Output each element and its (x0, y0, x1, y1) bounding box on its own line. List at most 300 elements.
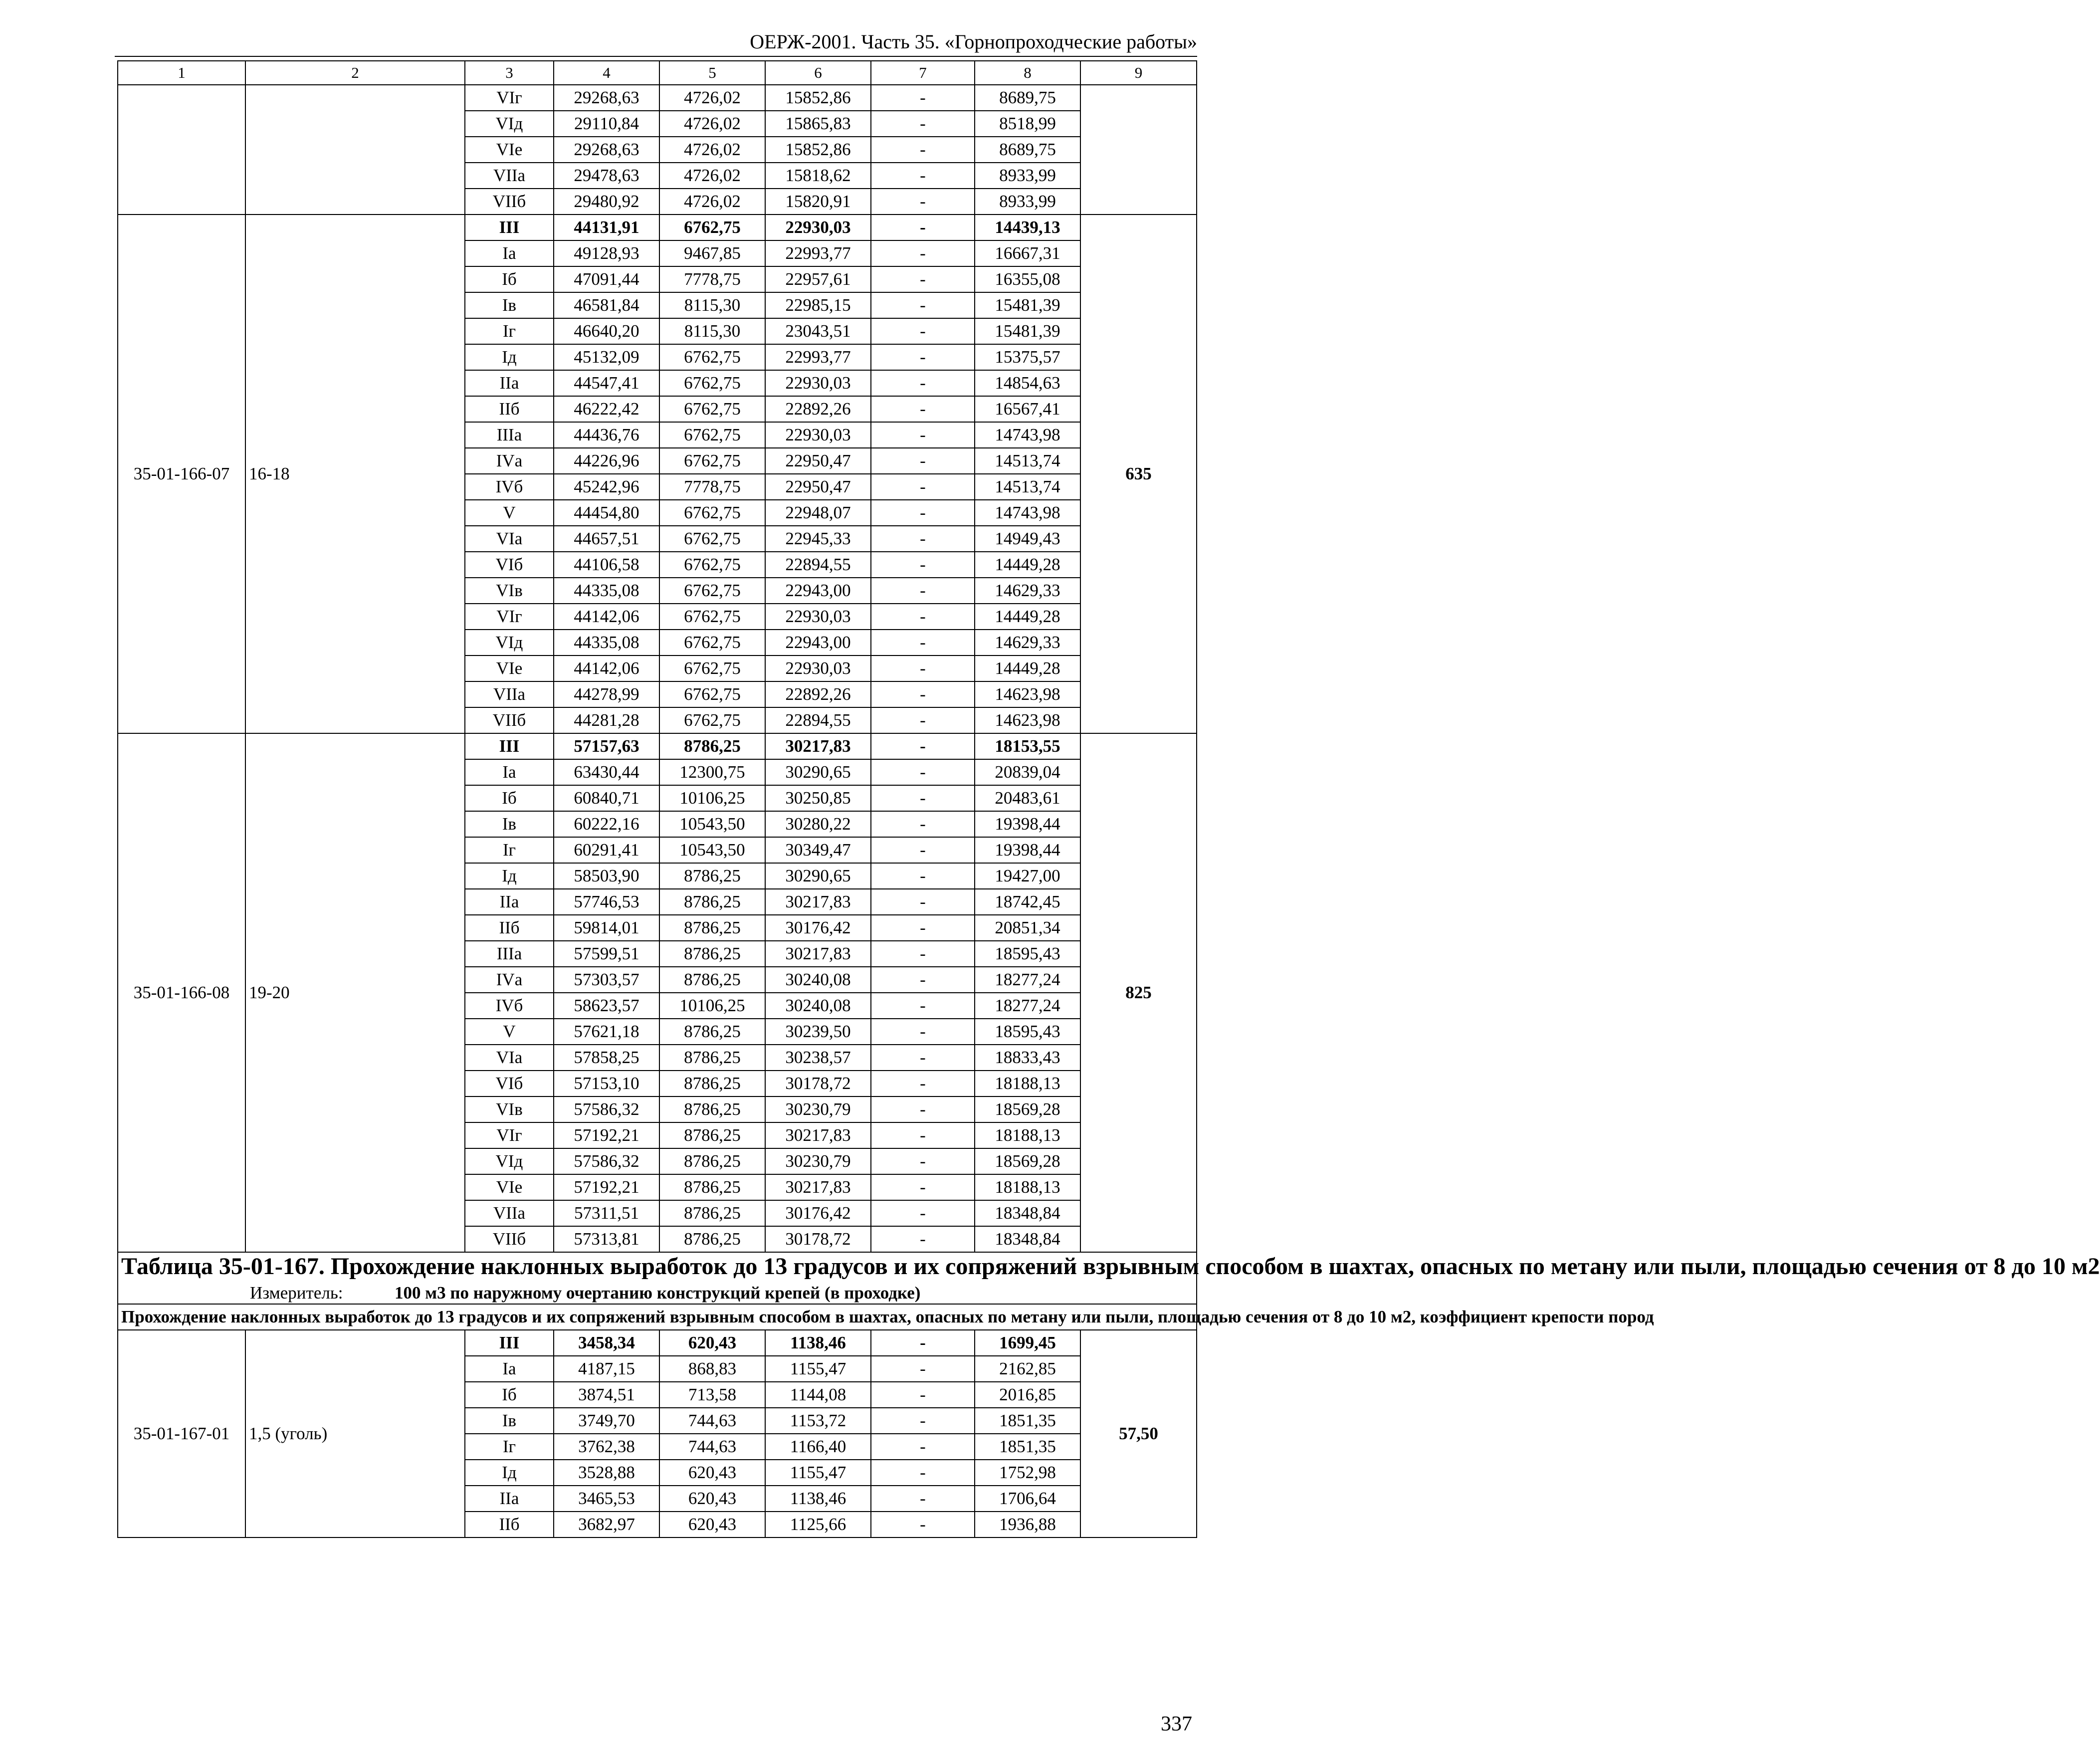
cell-c8: 14623,98 (975, 707, 1080, 733)
table-subtitle: Прохождение наклонных выработок до 13 градусов и их сопряжений взрывным способом в шахтах, опасных по метану или пыли, площадью сечения от 8 до 10 м2, коэффициент крепости пород (118, 1304, 1197, 1330)
rate-code: 35-01-166-08 (118, 733, 245, 1252)
cell-c7: - (871, 85, 975, 111)
cell-c3: III (465, 215, 554, 240)
cell-c6: 22957,61 (765, 266, 871, 292)
cell-c7: - (871, 266, 975, 292)
cell-c6: 30280,22 (765, 811, 871, 837)
cell-c3: IVа (465, 448, 554, 474)
cell-c4: 44226,96 (554, 448, 659, 474)
cell-c8: 14743,98 (975, 422, 1080, 448)
cell-c8: 14449,28 (975, 656, 1080, 681)
cell-c5: 8786,25 (659, 1019, 765, 1045)
cell-c3: VIIа (465, 163, 554, 189)
cell-c8: 19398,44 (975, 837, 1080, 863)
cell-c5: 6762,75 (659, 604, 765, 630)
cell-c8: 18742,45 (975, 889, 1080, 915)
cell-c3: IIб (465, 396, 554, 422)
cell-c4: 57192,21 (554, 1174, 659, 1200)
cell-c6: 30238,57 (765, 1045, 871, 1071)
cell-c7: - (871, 111, 975, 137)
cell-c6: 22894,55 (765, 707, 871, 733)
cell-c3: Iд (465, 344, 554, 370)
cell-c4: 46640,20 (554, 318, 659, 344)
cell-c8: 15375,57 (975, 344, 1080, 370)
cell-c6: 30176,42 (765, 915, 871, 941)
cell-c3: IIб (465, 1512, 554, 1537)
cell-c8: 14949,43 (975, 526, 1080, 552)
cell-c8: 1752,98 (975, 1460, 1080, 1486)
cell-c6: 15818,62 (765, 163, 871, 189)
cell-c7: - (871, 422, 975, 448)
cell-c7: - (871, 889, 975, 915)
measure-line (121, 1283, 1193, 1304)
cell-c7: - (871, 785, 975, 811)
cell-c3: VIб (465, 552, 554, 578)
cell-c6: 22930,03 (765, 604, 871, 630)
cell-c7: - (871, 526, 975, 552)
cell-c8: 18595,43 (975, 1019, 1080, 1045)
cell-c8: 14449,28 (975, 552, 1080, 578)
col-num-4: 4 (554, 61, 659, 85)
cell-c5: 8786,25 (659, 1045, 765, 1071)
table-167-heading (118, 1252, 2100, 1330)
cell-c4: 44278,99 (554, 681, 659, 707)
cell-c8: 14513,74 (975, 474, 1080, 500)
cell-c5: 6762,75 (659, 396, 765, 422)
cell-c8: 18277,24 (975, 967, 1080, 993)
measure-label: Измеритель: (250, 1283, 343, 1303)
cell-c7: - (871, 1045, 975, 1071)
cell-c3: Iв (465, 811, 554, 837)
cell-c6: 30239,50 (765, 1019, 871, 1045)
cell-c3: VIIа (465, 681, 554, 707)
col-num-1: 1 (118, 61, 245, 85)
cell-c7: - (871, 1071, 975, 1096)
rate-parameter: 19-20 (245, 733, 465, 1252)
col-num-6: 6 (765, 61, 871, 85)
cell-c7: - (871, 1512, 975, 1537)
cell-c7: - (871, 344, 975, 370)
cell-c7: - (871, 604, 975, 630)
rates-table (117, 60, 2100, 1538)
cell-c4: 44281,28 (554, 707, 659, 733)
cell-c3: Iа (465, 240, 554, 266)
cell-c8: 18153,55 (975, 733, 1080, 759)
measure-value: 100 м3 по наружному очертанию конструкций крепей (в проходке) (395, 1283, 921, 1303)
cell-c8: 20839,04 (975, 759, 1080, 785)
cell-c3: VIг (465, 85, 554, 111)
cell-c6: 15852,86 (765, 137, 871, 163)
cell-c6: 22993,77 (765, 240, 871, 266)
cell-c7: - (871, 656, 975, 681)
cell-c4: 57157,63 (554, 733, 659, 759)
rate-code: 35-01-166-07 (118, 215, 245, 733)
table-body-166 (118, 61, 1197, 1252)
cell-c8: 1851,35 (975, 1408, 1080, 1434)
labor-norm (1080, 85, 1197, 215)
cell-c5: 6762,75 (659, 344, 765, 370)
col-num-8: 8 (975, 61, 1080, 85)
cell-c7: - (871, 474, 975, 500)
cell-c8: 1706,64 (975, 1486, 1080, 1512)
cell-c5: 868,83 (659, 1356, 765, 1382)
cell-c3: VIIб (465, 189, 554, 215)
cell-c6: 15820,91 (765, 189, 871, 215)
cell-c6: 22948,07 (765, 500, 871, 526)
cell-c7: - (871, 837, 975, 863)
cell-c5: 8115,30 (659, 318, 765, 344)
cell-c7: - (871, 1226, 975, 1252)
rate-parameter: 1,5 (уголь) (245, 1330, 465, 1537)
cell-c5: 8786,25 (659, 889, 765, 915)
cell-c3: Iг (465, 318, 554, 344)
cell-c7: - (871, 292, 975, 318)
cell-c4: 45242,96 (554, 474, 659, 500)
cell-c4: 29478,63 (554, 163, 659, 189)
cell-c7: - (871, 681, 975, 707)
cell-c4: 63430,44 (554, 759, 659, 785)
cell-c8: 14629,33 (975, 578, 1080, 604)
cell-c5: 8786,25 (659, 915, 765, 941)
cell-c7: - (871, 448, 975, 474)
cell-c6: 22894,55 (765, 552, 871, 578)
cell-c8: 1851,35 (975, 1434, 1080, 1460)
cell-c7: - (871, 500, 975, 526)
cell-c8: 14623,98 (975, 681, 1080, 707)
running-header: ОЕРЖ-2001. Часть 35. «Горнопроходческие работы» (750, 30, 1197, 53)
cell-c8: 8933,99 (975, 189, 1080, 215)
cell-c3: Iб (465, 785, 554, 811)
cell-c4: 57303,57 (554, 967, 659, 993)
cell-c3: Iд (465, 863, 554, 889)
cell-c5: 4726,02 (659, 85, 765, 111)
cell-c6: 22943,00 (765, 578, 871, 604)
cell-c6: 15865,83 (765, 111, 871, 137)
col-num-2: 2 (245, 61, 465, 85)
rate-code (118, 85, 245, 215)
cell-c4: 44454,80 (554, 500, 659, 526)
cell-c4: 46581,84 (554, 292, 659, 318)
cell-c6: 22950,47 (765, 474, 871, 500)
cell-c5: 12300,75 (659, 759, 765, 785)
cell-c4: 3528,88 (554, 1460, 659, 1486)
cell-c5: 620,43 (659, 1460, 765, 1486)
cell-c7: - (871, 863, 975, 889)
cell-c7: - (871, 1148, 975, 1174)
cell-c3: VIIб (465, 707, 554, 733)
cell-c7: - (871, 215, 975, 240)
cell-c4: 44547,41 (554, 370, 659, 396)
cell-c8: 8689,75 (975, 85, 1080, 111)
cell-c8: 16567,41 (975, 396, 1080, 422)
cell-c5: 6762,75 (659, 370, 765, 396)
cell-c4: 3465,53 (554, 1486, 659, 1512)
cell-c5: 10106,25 (659, 785, 765, 811)
cell-c3: VIа (465, 526, 554, 552)
cell-c4: 44436,76 (554, 422, 659, 448)
cell-c6: 22950,47 (765, 448, 871, 474)
cell-c6: 30240,08 (765, 993, 871, 1019)
cell-c3: VIд (465, 1148, 554, 1174)
cell-c7: - (871, 370, 975, 396)
cell-c6: 1138,46 (765, 1330, 871, 1356)
rate-code: 35-01-167-01 (118, 1330, 245, 1537)
cell-c6: 1155,47 (765, 1460, 871, 1486)
cell-c8: 14743,98 (975, 500, 1080, 526)
cell-c6: 1125,66 (765, 1512, 871, 1537)
cell-c3: VIе (465, 656, 554, 681)
cell-c5: 6762,75 (659, 681, 765, 707)
cell-c5: 6762,75 (659, 552, 765, 578)
cell-c5: 6762,75 (659, 707, 765, 733)
rate-parameter: 16-18 (245, 215, 465, 733)
cell-c7: - (871, 707, 975, 733)
cell-c4: 29110,84 (554, 111, 659, 137)
cell-c8: 18833,43 (975, 1045, 1080, 1071)
cell-c7: - (871, 1382, 975, 1408)
cell-c5: 713,58 (659, 1382, 765, 1408)
cell-c6: 22892,26 (765, 681, 871, 707)
cell-c5: 4726,02 (659, 111, 765, 137)
cell-c7: - (871, 1200, 975, 1226)
cell-c5: 8786,25 (659, 967, 765, 993)
cell-c7: - (871, 1356, 975, 1382)
cell-c6: 22930,03 (765, 215, 871, 240)
cell-c3: VIа (465, 1045, 554, 1071)
cell-c6: 22945,33 (765, 526, 871, 552)
col-num-7: 7 (871, 61, 975, 85)
header-rule (115, 56, 1197, 57)
cell-c6: 30178,72 (765, 1071, 871, 1096)
cell-c4: 60840,71 (554, 785, 659, 811)
cell-c5: 4726,02 (659, 163, 765, 189)
cell-c7: - (871, 941, 975, 967)
cell-c3: VIв (465, 578, 554, 604)
table-row (118, 85, 1197, 111)
cell-c4: 44142,06 (554, 604, 659, 630)
cell-c5: 6762,75 (659, 422, 765, 448)
cell-c8: 14629,33 (975, 630, 1080, 656)
cell-c5: 744,63 (659, 1408, 765, 1434)
cell-c5: 8786,25 (659, 1200, 765, 1226)
cell-c3: Iв (465, 292, 554, 318)
cell-c3: VIд (465, 630, 554, 656)
cell-c7: - (871, 137, 975, 163)
cell-c7: - (871, 552, 975, 578)
cell-c4: 44142,06 (554, 656, 659, 681)
cell-c3: IVа (465, 967, 554, 993)
cell-c4: 29268,63 (554, 137, 659, 163)
cell-c4: 3762,38 (554, 1434, 659, 1460)
cell-c6: 30290,65 (765, 759, 871, 785)
cell-c4: 46222,42 (554, 396, 659, 422)
cell-c8: 18595,43 (975, 941, 1080, 967)
cell-c5: 7778,75 (659, 474, 765, 500)
cell-c3: Iб (465, 1382, 554, 1408)
cell-c5: 10106,25 (659, 993, 765, 1019)
cell-c5: 8786,25 (659, 1174, 765, 1200)
cell-c4: 3749,70 (554, 1408, 659, 1434)
col-num-9: 9 (1080, 61, 1197, 85)
cell-c6: 1144,08 (765, 1382, 871, 1408)
table-row (118, 1330, 1197, 1356)
table-subtitle-row (118, 1304, 1197, 1330)
cell-c8: 15481,39 (975, 318, 1080, 344)
cell-c5: 8786,25 (659, 1226, 765, 1252)
cell-c7: - (871, 630, 975, 656)
cell-c4: 3874,51 (554, 1382, 659, 1408)
cell-c8: 18569,28 (975, 1148, 1080, 1174)
cell-c5: 8786,25 (659, 1148, 765, 1174)
cell-c5: 6762,75 (659, 526, 765, 552)
table-title-row (118, 1252, 1197, 1304)
cell-c4: 44657,51 (554, 526, 659, 552)
cell-c7: - (871, 578, 975, 604)
cell-c6: 1155,47 (765, 1356, 871, 1382)
cell-c4: 57153,10 (554, 1071, 659, 1096)
labor-norm: 635 (1080, 215, 1197, 733)
cell-c3: IIа (465, 889, 554, 915)
cell-c6: 30230,79 (765, 1096, 871, 1122)
cell-c3: Iд (465, 1460, 554, 1486)
cell-c8: 8933,99 (975, 163, 1080, 189)
rate-parameter (245, 85, 465, 215)
cell-c5: 620,43 (659, 1512, 765, 1537)
cell-c8: 18569,28 (975, 1096, 1080, 1122)
cell-c5: 8786,25 (659, 1122, 765, 1148)
cell-c3: VIд (465, 111, 554, 137)
cell-c3: V (465, 1019, 554, 1045)
cell-c8: 2016,85 (975, 1382, 1080, 1408)
cell-c5: 6762,75 (659, 630, 765, 656)
cell-c8: 19427,00 (975, 863, 1080, 889)
cell-c8: 1936,88 (975, 1512, 1080, 1537)
cell-c6: 30230,79 (765, 1148, 871, 1174)
page-number: 337 (1161, 1713, 1192, 1736)
cell-c3: IIа (465, 370, 554, 396)
cell-c5: 620,43 (659, 1330, 765, 1356)
cell-c5: 4726,02 (659, 189, 765, 215)
cell-c5: 744,63 (659, 1434, 765, 1460)
cell-c3: IIа (465, 1486, 554, 1512)
cell-c7: - (871, 163, 975, 189)
column-number-row (118, 61, 1197, 85)
cell-c6: 30250,85 (765, 785, 871, 811)
cell-c5: 6762,75 (659, 215, 765, 240)
cell-c6: 22993,77 (765, 344, 871, 370)
col-num-5: 5 (659, 61, 765, 85)
cell-c4: 44106,58 (554, 552, 659, 578)
cell-c6: 30217,83 (765, 1122, 871, 1148)
cell-c6: 22985,15 (765, 292, 871, 318)
cell-c3: IVб (465, 474, 554, 500)
cell-c5: 8115,30 (659, 292, 765, 318)
cell-c3: VIIб (465, 1226, 554, 1252)
cell-c3: Iа (465, 759, 554, 785)
cell-c4: 57621,18 (554, 1019, 659, 1045)
cell-c7: - (871, 1096, 975, 1122)
cell-c3: Iг (465, 1434, 554, 1460)
cell-c4: 29268,63 (554, 85, 659, 111)
cell-c8: 18348,84 (975, 1200, 1080, 1226)
cell-c3: VIг (465, 1122, 554, 1148)
cell-c4: 57192,21 (554, 1122, 659, 1148)
cell-c7: - (871, 1174, 975, 1200)
cell-c3: III (465, 733, 554, 759)
cell-c4: 49128,93 (554, 240, 659, 266)
cell-c7: - (871, 240, 975, 266)
cell-c3: VIг (465, 604, 554, 630)
cell-c5: 10543,50 (659, 811, 765, 837)
cell-c4: 4187,15 (554, 1356, 659, 1382)
cell-c4: 44335,08 (554, 578, 659, 604)
cell-c6: 30176,42 (765, 1200, 871, 1226)
cell-c4: 58623,57 (554, 993, 659, 1019)
cell-c4: 44335,08 (554, 630, 659, 656)
cell-c6: 30290,65 (765, 863, 871, 889)
cell-c7: - (871, 1434, 975, 1460)
cell-c6: 30217,83 (765, 889, 871, 915)
cell-c7: - (871, 318, 975, 344)
cell-c4: 45132,09 (554, 344, 659, 370)
cell-c3: Iб (465, 266, 554, 292)
cell-c8: 18348,84 (975, 1226, 1080, 1252)
cell-c3: III (465, 1330, 554, 1356)
cell-c6: 30349,47 (765, 837, 871, 863)
cell-c8: 20483,61 (975, 785, 1080, 811)
cell-c6: 22930,03 (765, 422, 871, 448)
cell-c6: 1153,72 (765, 1408, 871, 1434)
cell-c6: 22892,26 (765, 396, 871, 422)
cell-c7: - (871, 1460, 975, 1486)
cell-c7: - (871, 811, 975, 837)
cell-c4: 57586,32 (554, 1096, 659, 1122)
cell-c7: - (871, 1330, 975, 1356)
table-row (118, 215, 1197, 240)
cell-c8: 8518,99 (975, 111, 1080, 137)
cell-c3: IVб (465, 993, 554, 1019)
cell-c4: 60222,16 (554, 811, 659, 837)
cell-c5: 8786,25 (659, 863, 765, 889)
cell-c6: 15852,86 (765, 85, 871, 111)
cell-c5: 9467,85 (659, 240, 765, 266)
cell-c6: 30240,08 (765, 967, 871, 993)
cell-c8: 2162,85 (975, 1356, 1080, 1382)
cell-c6: 22930,03 (765, 656, 871, 681)
cell-c5: 6762,75 (659, 448, 765, 474)
cell-c4: 29480,92 (554, 189, 659, 215)
cell-c6: 30217,83 (765, 941, 871, 967)
cell-c8: 8689,75 (975, 137, 1080, 163)
cell-c3: IIб (465, 915, 554, 941)
cell-c7: - (871, 759, 975, 785)
cell-c7: - (871, 733, 975, 759)
cell-c6: 30217,83 (765, 733, 871, 759)
col-num-3: 3 (465, 61, 554, 85)
cell-c5: 8786,25 (659, 733, 765, 759)
cell-c8: 1699,45 (975, 1330, 1080, 1356)
cell-c8: 18277,24 (975, 993, 1080, 1019)
cell-c5: 7778,75 (659, 266, 765, 292)
cell-c8: 18188,13 (975, 1174, 1080, 1200)
cell-c8: 20851,34 (975, 915, 1080, 941)
cell-c8: 16667,31 (975, 240, 1080, 266)
cell-c4: 47091,44 (554, 266, 659, 292)
cell-c5: 8786,25 (659, 941, 765, 967)
cell-c3: IIIа (465, 941, 554, 967)
cell-c8: 14449,28 (975, 604, 1080, 630)
cell-c4: 3682,97 (554, 1512, 659, 1537)
